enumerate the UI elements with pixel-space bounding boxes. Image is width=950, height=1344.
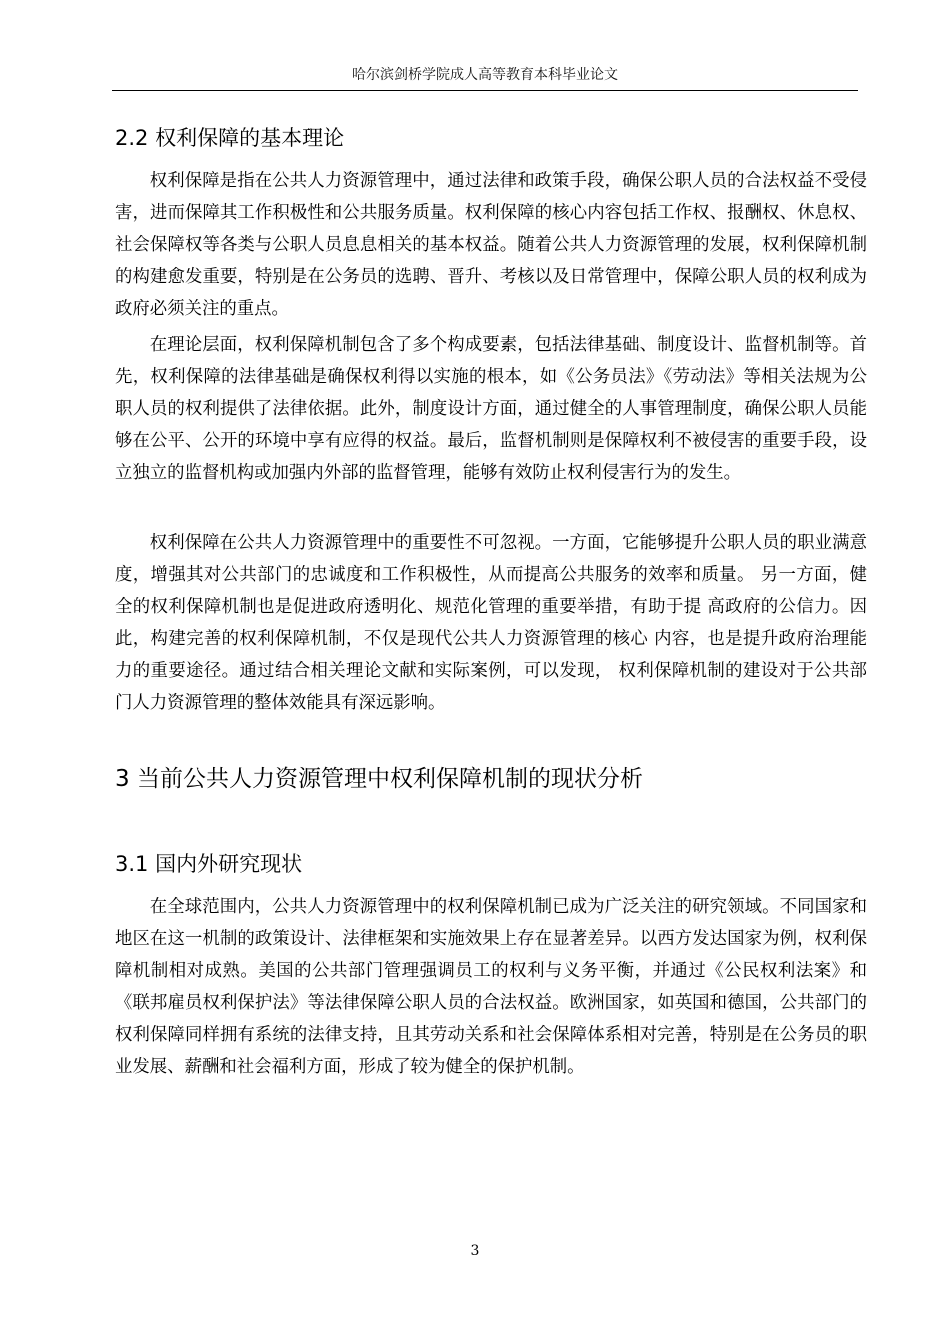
chapter-heading-3: 3 当前公共人力资源管理中权利保障机制的现状分析 bbox=[115, 766, 643, 792]
paragraph-2-2-2: 在理论层面，权利保障机制包含了多个构成要素，包括法律基础、制度设计、监督机制等。首先，权利保障的法律基础是确保权利得以实施的根本，如《公务员法》《劳动法》等相关法规为公职人员的权利提供了法律依据。此外，制度设计方面，通过健全的人事管理制度，确保公职人员能够在公平、公开的环境中享有应得的权益。最后，监督机制则是保障权利不被侵害的重要手段，设立独立的监督机构或加强内外部的监督管理，能够有效防止权利侵害行为的发生。 bbox=[115, 335, 867, 483]
page-number: 3 bbox=[470, 1243, 480, 1259]
header-divider bbox=[112, 90, 858, 91]
paragraph-2-2-1: 权利保障是指在公共人力资源管理中，通过法律和政策手段，确保公职人员的合法权益不受侵害，进而保障其工作积极性和公共服务质量。权利保障的核心内容包括工作权、报酬权、休息权、社会保障权等各类与公职人员息息相关的基本权益。随着公共人力资源管理的发展，权利保障机制的构建愈发重要，特别是在公务员的选聘、晋升、考核以及日常管理中，保障公职人员的权利成为政府必须关注的重点。 bbox=[115, 171, 867, 319]
section-heading-2-2: 2.2 权利保障的基本理论 bbox=[115, 126, 345, 150]
paragraph-3-1-1: 在全球范围内，公共人力资源管理中的权利保障机制已成为广泛关注的研究领域。不同国家和地区在这一机制的政策设计、法律框架和实施效果上存在显著差异。以西方发达国家为例，权利保障机制相对成熟。美国的公共部门管理强调员工的权利与义务平衡，并通过《公民权利法案》和《联邦雇员权利保护法》等法律保障公职人员的合法权益。欧洲国家，如英国和德国，公共部门的权利保障同样拥有系统的法律支持，且其劳动关系和社会保障体系相对完善，特别是在公务员的职业发展、薪酬和社会福利方面，形成了较为健全的保护机制。 bbox=[115, 897, 867, 1077]
section-heading-3-1: 3.1 国内外研究现状 bbox=[115, 852, 303, 876]
paragraph-2-2-3: 权利保障在公共人力资源管理中的重要性不可忽视。一方面，它能够提升公职人员的职业满意度，增强其对公共部门的忠诚度和工作积极性，从而提高公共服务的效率和质量。 另一方面，健全的权利保障机制也是促进政府透明化、规范化管理的重要举措，有助于提 高政府的公信力。因此，构建完善的权利保障机制，不仅是现代公共人力资源管理的核心 内容，也是提升政府治理能力的重要途径。通过结合相关理论文献和实际案例，可以发现， 权利保障机制的建设对于公共部门人力资源管理的整体效能具有深远影响。 bbox=[115, 533, 867, 713]
running-header: 哈尔滨剑桥学院成人高等教育本科毕业论文 bbox=[352, 67, 618, 83]
